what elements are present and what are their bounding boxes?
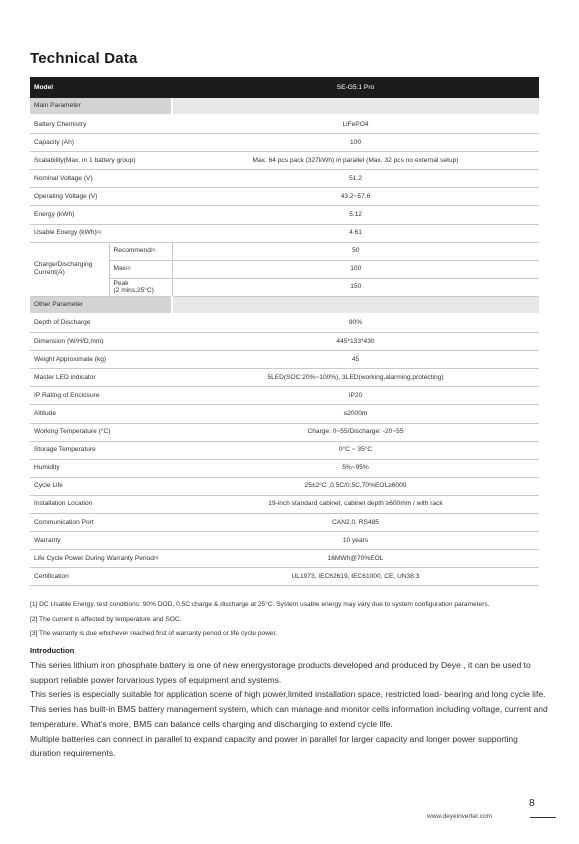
footer-rule [530,817,556,818]
introduction-paragraph: This series has built-in BMS battery management system, which can manage and monitor cells information including voltage, current and temperature. What’s more, BMS can balance cells charging and discharging to extend cycle life. [30,704,548,729]
row-label-text: Dimension (W/H/D,mm) [34,337,104,345]
footnote: [1] DC Usable Energy, test conditions: 90% DOD, 0.5C charge & discharge at 25°C. System usable energy may vary due to system configuration parameters. [30,601,490,608]
row-label [30,170,172,188]
footnotes [30,598,550,642]
footer-url: www.deyeinverter.com [427,813,493,820]
row-label-text: Life Cycle Power During Warranty Period [34,554,154,562]
introduction-paragraph: This series is especially suitable for application scene of high power,limited installation space, restricted load- bearing and long cycle life. [30,689,546,700]
row-value: 19-inch standard cabinet, cabinet depth ≥600mm / with rack [172,495,539,513]
row-label-text: Master LED indicator [34,373,96,381]
row-label [30,423,172,441]
row-label-text: Depth of Discharge [34,319,91,327]
row-value: 50 [172,242,539,260]
table-row [30,495,539,513]
row-label-text: Altitude [34,409,56,417]
row-value: 445*133*430 [172,333,539,351]
tech-spec-table [30,77,539,586]
table-row [30,477,539,495]
table-row [30,115,539,134]
table-row [30,532,539,550]
row-label [30,115,172,134]
introduction-paragraph: This series lithium iron phosphate battery is one of new energystorage products developed and produced by Deye , it can be used to support reliable power forvarious types of equipment and systems. [30,660,531,685]
row-value: 90% [172,314,539,333]
row-label-text: Weight Approximate (kg) [34,355,107,363]
page-title: Technical Data [30,50,138,67]
row-label [30,405,172,423]
footnote-ref: [1] [96,229,102,235]
row-label [30,369,172,387]
row-value: 100 [172,260,539,278]
table-row [30,188,539,206]
row-sublabel-note: (2 mins,25°C) [113,287,154,295]
table-row [30,369,539,387]
introduction-heading: Introduction [30,646,75,655]
row-label-text: Energy (kWh) [34,211,75,219]
row-label-text: Certification [34,572,69,580]
row-value: Charge: 0~55/Discharge: -20~55 [172,423,539,441]
row-sublabel-text: Peak [113,280,129,288]
row-label [30,351,172,369]
footnote-ref: [3] [153,554,159,560]
row-label [30,152,172,170]
footnote-ref: [2] [150,247,156,253]
row-label [30,206,172,224]
table-row [30,170,539,188]
table-row [30,134,539,152]
footnote: [2] The current is affected by temperature and SOC. [30,615,182,623]
model-label: Model [30,77,172,98]
page-number: 8 [529,798,535,809]
row-label [30,495,172,513]
row-value: 25±2°C ,0.5C/0.5C,70%EOL≥6000 [172,477,539,495]
row-label [30,333,172,351]
row-value: 0°C ~ 35°C [172,441,539,459]
row-label [30,387,172,405]
footnote: [3] The warranty is due whichever reached first of warranty period or life cycle power. [30,630,278,637]
row-value: 16MWh@70%EOL [172,550,539,568]
row-label-text: Battery Chemistry [34,120,87,128]
row-value: 51.2 [172,170,539,188]
row-label-text: Working Temperature (°C) [34,428,111,436]
row-value: 5LED(SOC:20%~100%), 3LED(working,alarming,protecting) [172,369,539,387]
introduction-body [30,658,550,761]
table-row [30,333,539,351]
table-row [30,550,539,568]
row-label [30,513,172,531]
row-label [30,532,172,550]
row-label [30,134,172,152]
table-row [30,387,539,405]
table-row [30,206,539,224]
row-sublabel [109,260,172,278]
table-row [30,423,539,441]
table-row [30,441,539,459]
row-value: 45 [172,351,539,369]
row-label-text: IP Rating of Enclosure [34,391,100,399]
row-label-text: Communication Port [34,518,94,526]
row-label-text: Scalability(Max. in 1 battery group) [34,156,136,164]
row-label [30,477,172,495]
section-main-parameter [30,98,539,115]
row-label: Charge/Discharging Current(A) [30,242,109,296]
table-row [30,224,539,242]
row-label-text: Humidity [34,464,60,472]
row-value: 4.61 [172,224,539,242]
row-label-text: Cycle Life [34,482,63,490]
row-value: LiFePO4 [172,115,539,134]
footnote-ref: [2] [125,265,131,271]
row-value: 5%~95% [172,459,539,477]
table-row [30,314,539,333]
row-label-text: Installation Location [34,500,93,508]
row-label-text: Operating Voltage (V) [34,192,98,200]
row-label [30,188,172,206]
row-value: 5.12 [172,206,539,224]
row-label-text: Nominal Voltage (V) [34,174,93,182]
row-value: 43.2~57.6 [172,188,539,206]
row-value: 150 [172,278,539,296]
row-value: 10 years [172,532,539,550]
table-row [30,405,539,423]
introduction-paragraph: Multiple batteries can connect in parallel to expand capacity and power in parallel for larger capacity and longer power supporting duration requirements. [30,733,518,759]
row-value: UL1973, IEC62619, IEC61000, CE, UN38.3 [172,568,539,586]
row-label [30,314,172,333]
table-row [30,459,539,477]
row-value: ≤2000m [172,405,539,423]
table-row [30,351,539,369]
row-sublabel [109,278,172,296]
row-label [30,441,172,459]
row-value: 100 [172,134,539,152]
row-value: IP20 [172,387,539,405]
table-row [30,152,539,170]
row-label-text: Warranty [34,536,61,544]
table-row [30,513,539,531]
row-label-text: Storage Temperature [34,446,96,454]
model-value: SE-G5.1 Pro [172,77,539,98]
row-label-text: Usable Energy (kWh) [34,229,97,237]
row-value: CAN2.0, RS485 [172,513,539,531]
section-label: Other Parameter [30,296,172,314]
row-label [30,568,172,586]
row-sublabel-text: Recommend [113,247,151,255]
table-row [30,568,539,586]
table-header-row [30,77,539,98]
table-row [30,242,539,260]
row-label-text: Capacity (Ah) [34,138,74,146]
row-sublabel [109,242,172,260]
row-label [30,224,172,242]
section-label: Main Parameter [30,98,172,115]
row-value: Max. 64 pcs pack (327kWh) in parallel (Max. 32 pcs no external setup) [172,152,539,170]
section-other-parameter [30,296,539,314]
row-sublabel-text: Max [113,265,126,273]
row-label [30,459,172,477]
row-label [30,550,172,568]
